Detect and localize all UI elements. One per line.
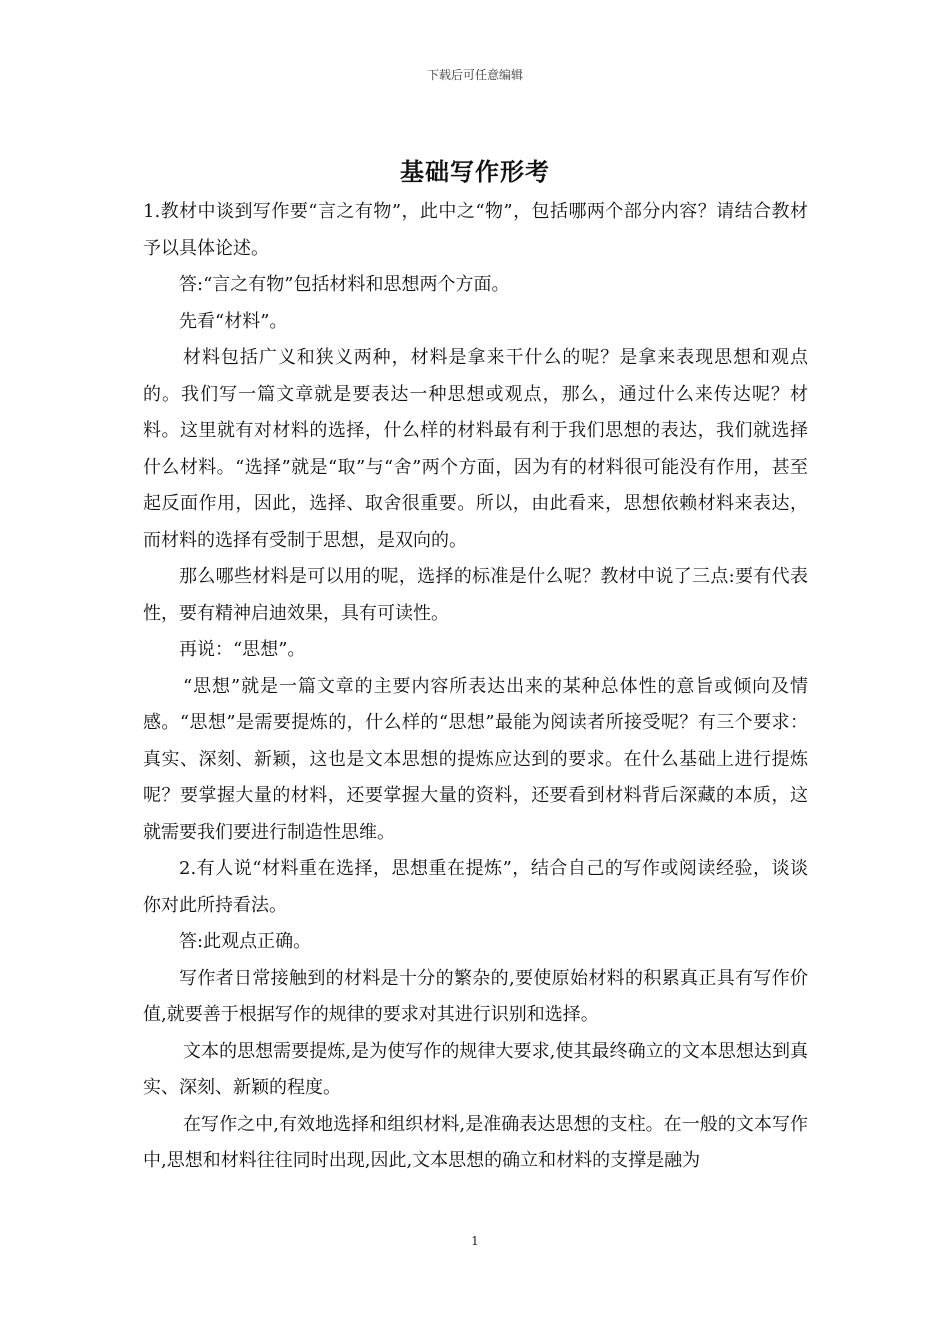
question-1: 1.教材中谈到写作要“言之有物”，此中之“物”，包括哪两个部分内容？请结合教材予以具体论述。 — [143, 201, 808, 259]
page-number: 1 — [471, 1234, 479, 1248]
answer-1-intro: 答:“言之有物”包括材料和思想两个方面。 — [179, 274, 510, 295]
question-2: 2.有人说“材料重在选择，思想重在提炼”，结合自己的写作或阅读经验，谈谈你对此所持看法。 — [143, 858, 808, 916]
document-body — [143, 194, 808, 1180]
answer-2-paragraph-2: 文本的思想需要提炼,是为使写作的规律大要求,使其最终确立的文本思想达到真实、深刻、新颖的程度。 — [143, 1040, 808, 1098]
answer-2-intro: 答:此观点正确。 — [179, 931, 312, 952]
header-note: 下载后可任意编辑 — [426, 68, 523, 82]
material-paragraph: 材料包括广义和狭义两种，材料是拿来干什么的呢？是拿来表现思想和观点的。我们写一篇文章就是要表达一种思想或观点，那么，通过什么来传达呢？材料。这里就有对材料的选择，什么样的材料最有利于我们思想的表达，我们就选择什么材料。“选择”就是“取”与“舍”两个方面，因为有的材料很可能没有作用，甚至起反面作用，因此，选择、取舍很重要。所以，由此看来，思想依赖材料来表达，而材料的选择有受制于思想，是双向的。 — [143, 347, 808, 551]
thought-heading: 再说：“思想”。 — [179, 639, 306, 660]
document-title: 基础写作形考 — [400, 157, 550, 186]
material-criteria-paragraph: 那么哪些材料是可以用的呢，选择的标准是什么呢？教材中说了三点:要有代表性，要有精神启迪效果，具有可读性。 — [143, 566, 808, 624]
material-heading: 先看“材料”。 — [179, 310, 288, 332]
answer-2-paragraph-3: 在写作之中,有效地选择和组织材料,是准确表达思想的支柱。在一般的文本写作中,思想和材料往往同时出现,因此,文本思想的确立和材料的支撑是融为 — [143, 1113, 808, 1171]
answer-2-paragraph-1: 写作者日常接触到的材料是十分的繁杂的,要使原始材料的积累真正具有写作价值,就要善于根据写作的规律的要求对其进行识别和选择。 — [143, 967, 808, 1025]
thought-paragraph: “思想”就是一篇文章的主要内容所表达出来的某种总体性的意旨或倾向及情感。“思想”是需要提炼的，什么样的“思想”最能为阅读者所接受呢？有三个要求：真实、深刻、新颖，这也是文本思想的提炼应达到的要求。在什么基础上进行提炼呢？要掌握大量的材料，还要掌握大量的资料，还要看到材料背后深藏的本质，这就需要我们要进行制造性思维。 — [143, 675, 808, 843]
